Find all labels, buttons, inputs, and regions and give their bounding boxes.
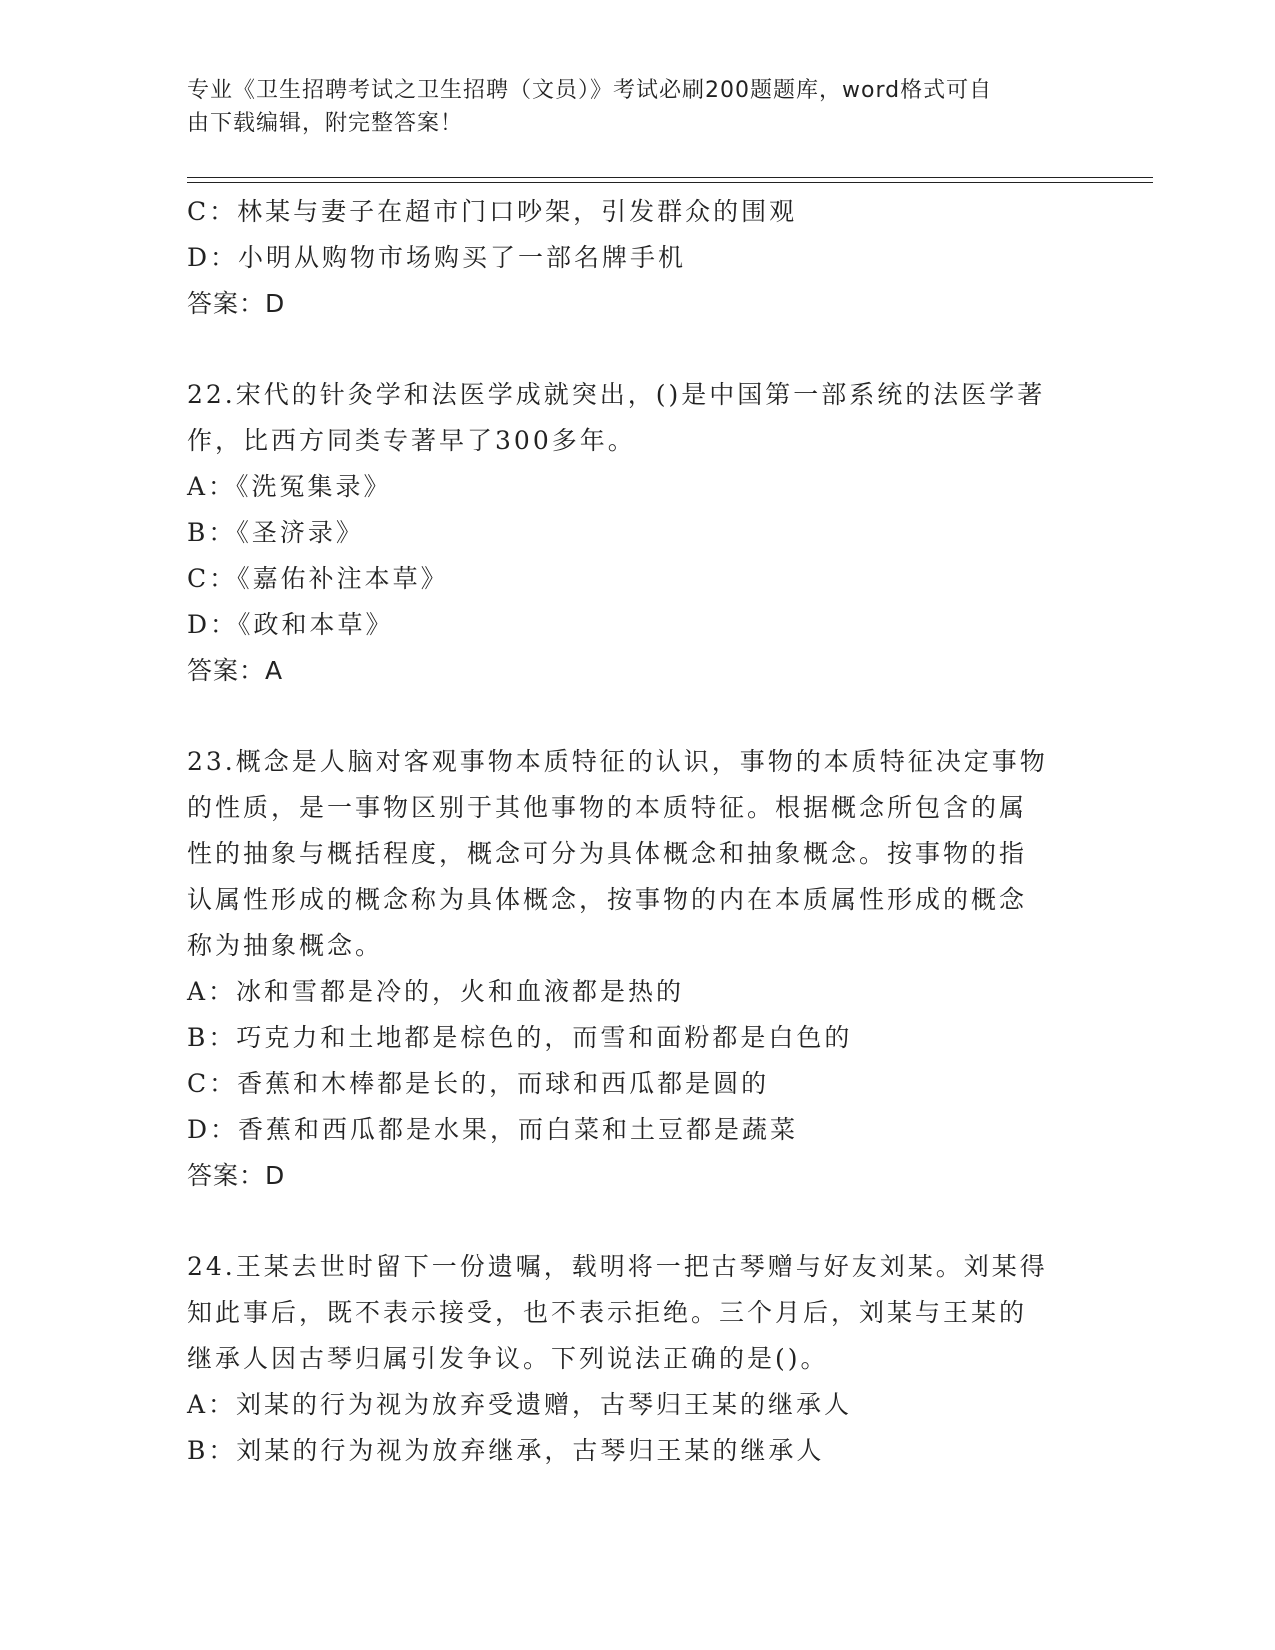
question-stem: 作，比西方同类专著早了300多年。 <box>187 426 636 455</box>
question-stem: 称为抽象概念。 <box>187 931 384 960</box>
page-header <box>187 74 1067 140</box>
answer: 答案：D <box>187 1161 286 1190</box>
question-stem: 知此事后，既不表示接受，也不表示拒绝。三个月后，刘某与王某的 <box>187 1298 1028 1327</box>
spacer <box>187 1199 1087 1244</box>
question-24 <box>187 1244 1087 1474</box>
option-c: C：香蕉和木棒都是长的，而球和西瓜都是圆的 <box>187 1069 770 1098</box>
question-23 <box>187 739 1087 1199</box>
question-stem: 22.宋代的针灸学和法医学成就突出，()是中国第一部系统的法医学著 <box>187 380 1046 409</box>
option-a: A：刘某的行为视为放弃受遗赠，古琴归王某的继承人 <box>187 1390 853 1419</box>
answer: 答案：D <box>187 289 286 318</box>
question-stem: 的性质，是一事物区别于其他事物的本质特征。根据概念所包含的属 <box>187 793 1028 822</box>
option-d: D：香蕉和西瓜都是水果，而白菜和土豆都是蔬菜 <box>187 1115 799 1144</box>
question-stem: 继承人因古琴归属引发争议。下列说法正确的是()。 <box>187 1344 829 1373</box>
option-c: C：《嘉佑补注本草》 <box>187 564 449 593</box>
header-divider <box>187 177 1153 183</box>
question-stem: 认属性形成的概念称为具体概念，按事物的内在本质属性形成的概念 <box>187 885 1028 914</box>
question-stem: 性的抽象与概括程度，概念可分为具体概念和抽象概念。按事物的指 <box>187 839 1028 868</box>
option-b: B：巧克力和土地都是棕色的，而雪和面粉都是白色的 <box>187 1023 853 1052</box>
option-d: D：小明从购物市场购买了一部名牌手机 <box>187 243 687 272</box>
header-title-line-2: 由下载编辑，附完整答案！ <box>187 111 464 136</box>
option-d: D：《政和本草》 <box>187 610 394 639</box>
question-stem: 24.王某去世时留下一份遗嘱，载明将一把古琴赠与好友刘某。刘某得 <box>187 1252 1048 1281</box>
option-b: B：刘某的行为视为放弃继承，古琴归王某的继承人 <box>187 1436 825 1465</box>
question-21-tail <box>187 189 1087 327</box>
option-c: C：林某与妻子在超市门口吵架，引发群众的围观 <box>187 197 798 226</box>
question-22 <box>187 372 1087 694</box>
option-a: A：《洗冤集录》 <box>187 472 392 501</box>
header-title-line-1: 专业《卫生招聘考试之卫生招聘（文员）》考试必刷200题题库，word格式可自 <box>187 78 993 103</box>
question-stem: 23.概念是人脑对客观事物本质特征的认识，事物的本质特征决定事物 <box>187 747 1048 776</box>
spacer <box>187 327 1087 372</box>
answer: 答案：A <box>187 656 284 685</box>
option-a: A：冰和雪都是冷的，火和血液都是热的 <box>187 977 685 1006</box>
spacer <box>187 694 1087 739</box>
document-body <box>187 189 1087 1474</box>
option-b: B：《圣济录》 <box>187 518 364 547</box>
